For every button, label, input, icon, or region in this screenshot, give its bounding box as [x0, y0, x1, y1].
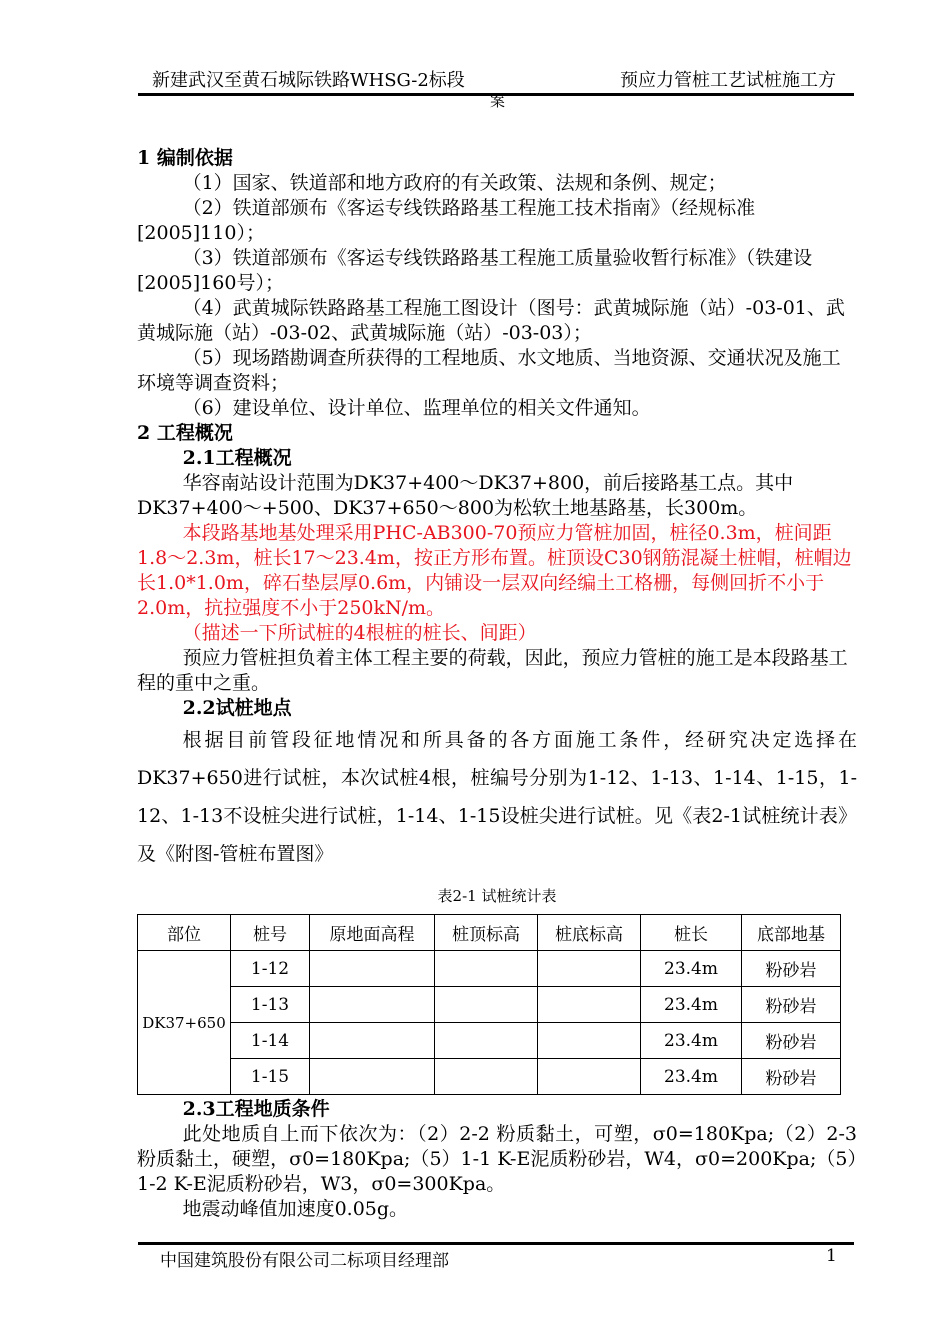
cell-pile: 1-15: [231, 1059, 310, 1095]
table-row: [138, 1059, 841, 1095]
basis-item-2: （2）铁道部颁布《客运专线铁路路基工程施工技术指南》（经规标准[2005]110）；: [137, 197, 756, 244]
basis-item-1: （1）国家、铁道部和地方政府的有关政策、法规和条例、规定；: [182, 172, 727, 194]
cell-length: 23.4m: [641, 987, 742, 1023]
cell-ground: [310, 951, 435, 987]
section-2-2-title: 2.2试桩地点: [182, 697, 292, 719]
section-2-3-title: 2.3工程地质条件: [182, 1098, 330, 1120]
table-caption: 表2-1 试桩统计表: [437, 887, 557, 905]
cell-ground: [310, 987, 435, 1023]
table-row: [138, 1023, 841, 1059]
cell-top: [435, 987, 538, 1023]
cell-length: 23.4m: [641, 1023, 742, 1059]
importance-paragraph: 预应力管桩担负着主体工程主要的荷载，因此，预应力管桩的施工是本段路基工程的重中之重。: [137, 647, 848, 694]
footer-page-number: 1: [826, 1246, 837, 1266]
cell-ground: [310, 1023, 435, 1059]
test-pile-table: [137, 914, 841, 1095]
col-top-elev: 桩顶标高: [435, 915, 538, 951]
cell-length: 23.4m: [641, 951, 742, 987]
table-header-row: [138, 915, 841, 951]
section-1-title: 1 编制依据: [137, 147, 233, 169]
cell-location: DK37+650: [138, 951, 231, 1095]
cell-base: 粉砂岩: [742, 987, 841, 1023]
table-row: [138, 987, 841, 1023]
section-2-title: 2 工程概况: [137, 422, 233, 444]
col-ground-elev: 原地面高程: [310, 915, 435, 951]
col-location: 部位: [138, 915, 231, 951]
cell-ground: [310, 1059, 435, 1095]
cell-bottom: [538, 1059, 641, 1095]
cell-bottom: [538, 987, 641, 1023]
cell-base: 粉砂岩: [742, 1059, 841, 1095]
col-bottom-elev: 桩底标高: [538, 915, 641, 951]
col-pile-no: 桩号: [231, 915, 310, 951]
pile-note: （描述一下所试桩的4根桩的桩长、间距）: [182, 622, 537, 644]
section-2-1-title: 2.1工程概况: [182, 447, 292, 469]
header-title-wrap: 案: [490, 92, 506, 110]
header-project-title: 新建武汉至黄石城际铁路WHSG-2标段: [152, 70, 465, 91]
cell-base: 粉砂岩: [742, 1023, 841, 1059]
basis-item-5: （5）现场踏勘调查所获得的工程地质、水文地质、当地资源、交通状况及施工环境等调查资料；: [137, 347, 841, 394]
footer-divider: [138, 1242, 854, 1245]
col-base: 底部地基: [742, 915, 841, 951]
cell-top: [435, 1023, 538, 1059]
treatment-paragraph: 本段路基地基处理采用PHC-AB300-70预应力管桩加固，桩径0.3m，桩间距1.8～2.3m，桩长17～23.4m，按正方形布置。桩顶设C30钢筋混凝土桩帽，桩帽边长1.0*1.0m，碎石垫层厚0.6m，内铺设一层双向经编土工格栅，每侧回折不小于2.0m，抗拉强度不小于250kN/m。: [137, 522, 852, 619]
cell-bottom: [538, 951, 641, 987]
cell-pile: 1-14: [231, 1023, 310, 1059]
cell-length: 23.4m: [641, 1059, 742, 1095]
footer-company: 中国建筑股份有限公司二标项目经理部: [160, 1251, 449, 1271]
header-document-title: 预应力管桩工艺试桩施工方: [620, 70, 836, 91]
document-body: [137, 146, 857, 1222]
test-site-paragraph: 根据目前管段征地情况和所具备的各方面施工条件，经研究决定选择在 DK37+650进行试桩，本次试桩4根，桩编号分别为1-12、1-13、1-14、1-15，1-12、1-13不设桩尖进行试桩，1-14、1-15设桩尖进行试桩。见《表2-1试桩统计表》及《附图-管桩布置图》: [137, 729, 857, 865]
cell-pile: 1-13: [231, 987, 310, 1023]
geology-paragraph: 此处地质自上而下依次为：（2）2-2 粉质黏土，可塑，σ0=180Kpa;（2）2-3 粉质黏土，硬塑，σ0=180Kpa;（5）1-1 K-E泥质粉砂岩，W4，σ0=200Kpa;（5）1-2 K-E泥质粉砂岩，W3，σ0=300Kpa。: [137, 1123, 857, 1195]
basis-item-4: （4）武黄城际铁路路基工程施工图设计（图号：武黄城际施（站）-03-01、武黄城际施（站）-03-02、武黄城际施（站）-03-03）；: [137, 297, 845, 344]
cell-top: [435, 951, 538, 987]
cell-bottom: [538, 1023, 641, 1059]
overview-paragraph: 华容南站设计范围为DK37+400～DK37+800，前后接路基工点。其中DK37+400～+500、DK37+650～800为松软土地基路基，长300m。: [137, 472, 794, 519]
seismic-paragraph: 地震动峰值加速度0.05g。: [182, 1198, 409, 1220]
basis-item-3: （3）铁道部颁布《客运专线铁路路基工程施工质量验收暂行标准》（铁建设[2005]160号）；: [137, 247, 813, 294]
cell-top: [435, 1059, 538, 1095]
basis-item-6: （6）建设单位、设计单位、监理单位的相关文件通知。: [182, 397, 651, 419]
cell-base: 粉砂岩: [742, 951, 841, 987]
table-row: [138, 951, 841, 987]
cell-pile: 1-12: [231, 951, 310, 987]
col-length: 桩长: [641, 915, 742, 951]
